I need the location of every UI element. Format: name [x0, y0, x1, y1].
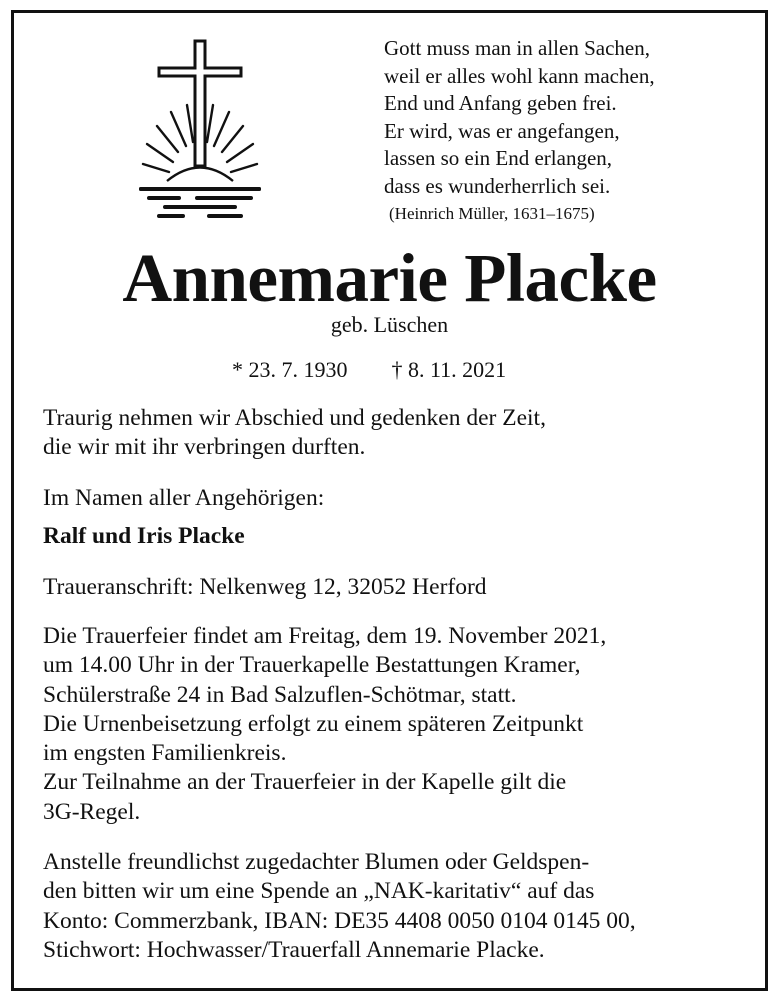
poem-line: End und Anfang geben frei. [384, 91, 617, 116]
family-names: Ralf und Iris Placke [43, 523, 245, 549]
poem-source: (Heinrich Müller, 1631–1675) [389, 203, 595, 223]
poem-line: dass es wunderherrlich sei. [384, 173, 611, 198]
family-intro: Im Namen aller Angehörigen: [43, 485, 325, 511]
poem [384, 35, 724, 227]
cross-sun-water-emblem-icon [135, 36, 265, 221]
ceremony-line: Schülerstraße 24 in Bad Salzuflen-Schötmar, statt. [43, 681, 517, 708]
birth-date: * 23. 7. 1930 [232, 357, 348, 382]
death-date: † 8. 11. 2021 [391, 357, 507, 382]
ceremony-line: 3G-Regel. [43, 798, 141, 825]
donation-line: Konto: Commerzbank, IBAN: DE35 4408 0050 0104 0145 00, [43, 907, 636, 934]
ceremony-line: Zur Teilnahme an der Trauerfeier in der Kapelle gilt die [43, 769, 567, 796]
ceremony-line: um 14.00 Uhr in der Trauerkapelle Bestattungen Kramer, [43, 652, 581, 679]
ceremony-line: im engsten Familienkreis. [43, 740, 287, 767]
farewell-line: die wir mit ihr verbringen durften. [43, 434, 366, 461]
farewell-text [43, 404, 743, 463]
ceremony-line: Die Urnenbeisetzung erfolgt zu einem späteren Zeitpunkt [43, 710, 584, 737]
donation-line: Stichwort: Hochwasser/Trauerfall Annemarie Placke. [43, 936, 545, 963]
donation-line: den bitten wir um eine Spende an „NAK-karitativ“ auf das [43, 878, 595, 905]
deceased-name: Annemarie Placke [122, 240, 657, 316]
poem-line: Gott muss man in allen Sachen, [384, 36, 650, 60]
ceremony-text [43, 622, 743, 827]
poem-line: weil er alles wohl kann machen, [384, 63, 655, 88]
mourning-address: Traueranschrift: Nelkenweg 12, 32052 Herford [43, 574, 487, 600]
maiden-name: geb. Lüschen [330, 312, 449, 337]
donation-text [43, 848, 743, 965]
life-dates [232, 355, 506, 385]
ceremony-line: Die Trauerfeier findet am Freitag, dem 19. November 2021, [43, 623, 607, 649]
poem-line: Er wird, was er angefangen, [384, 118, 620, 143]
farewell-line: Traurig nehmen wir Abschied und gedenken der Zeit, [43, 405, 546, 431]
poem-line: lassen so ein End erlangen, [384, 146, 613, 171]
donation-line: Anstelle freundlichst zugedachter Blumen oder Geldspen- [43, 849, 590, 875]
